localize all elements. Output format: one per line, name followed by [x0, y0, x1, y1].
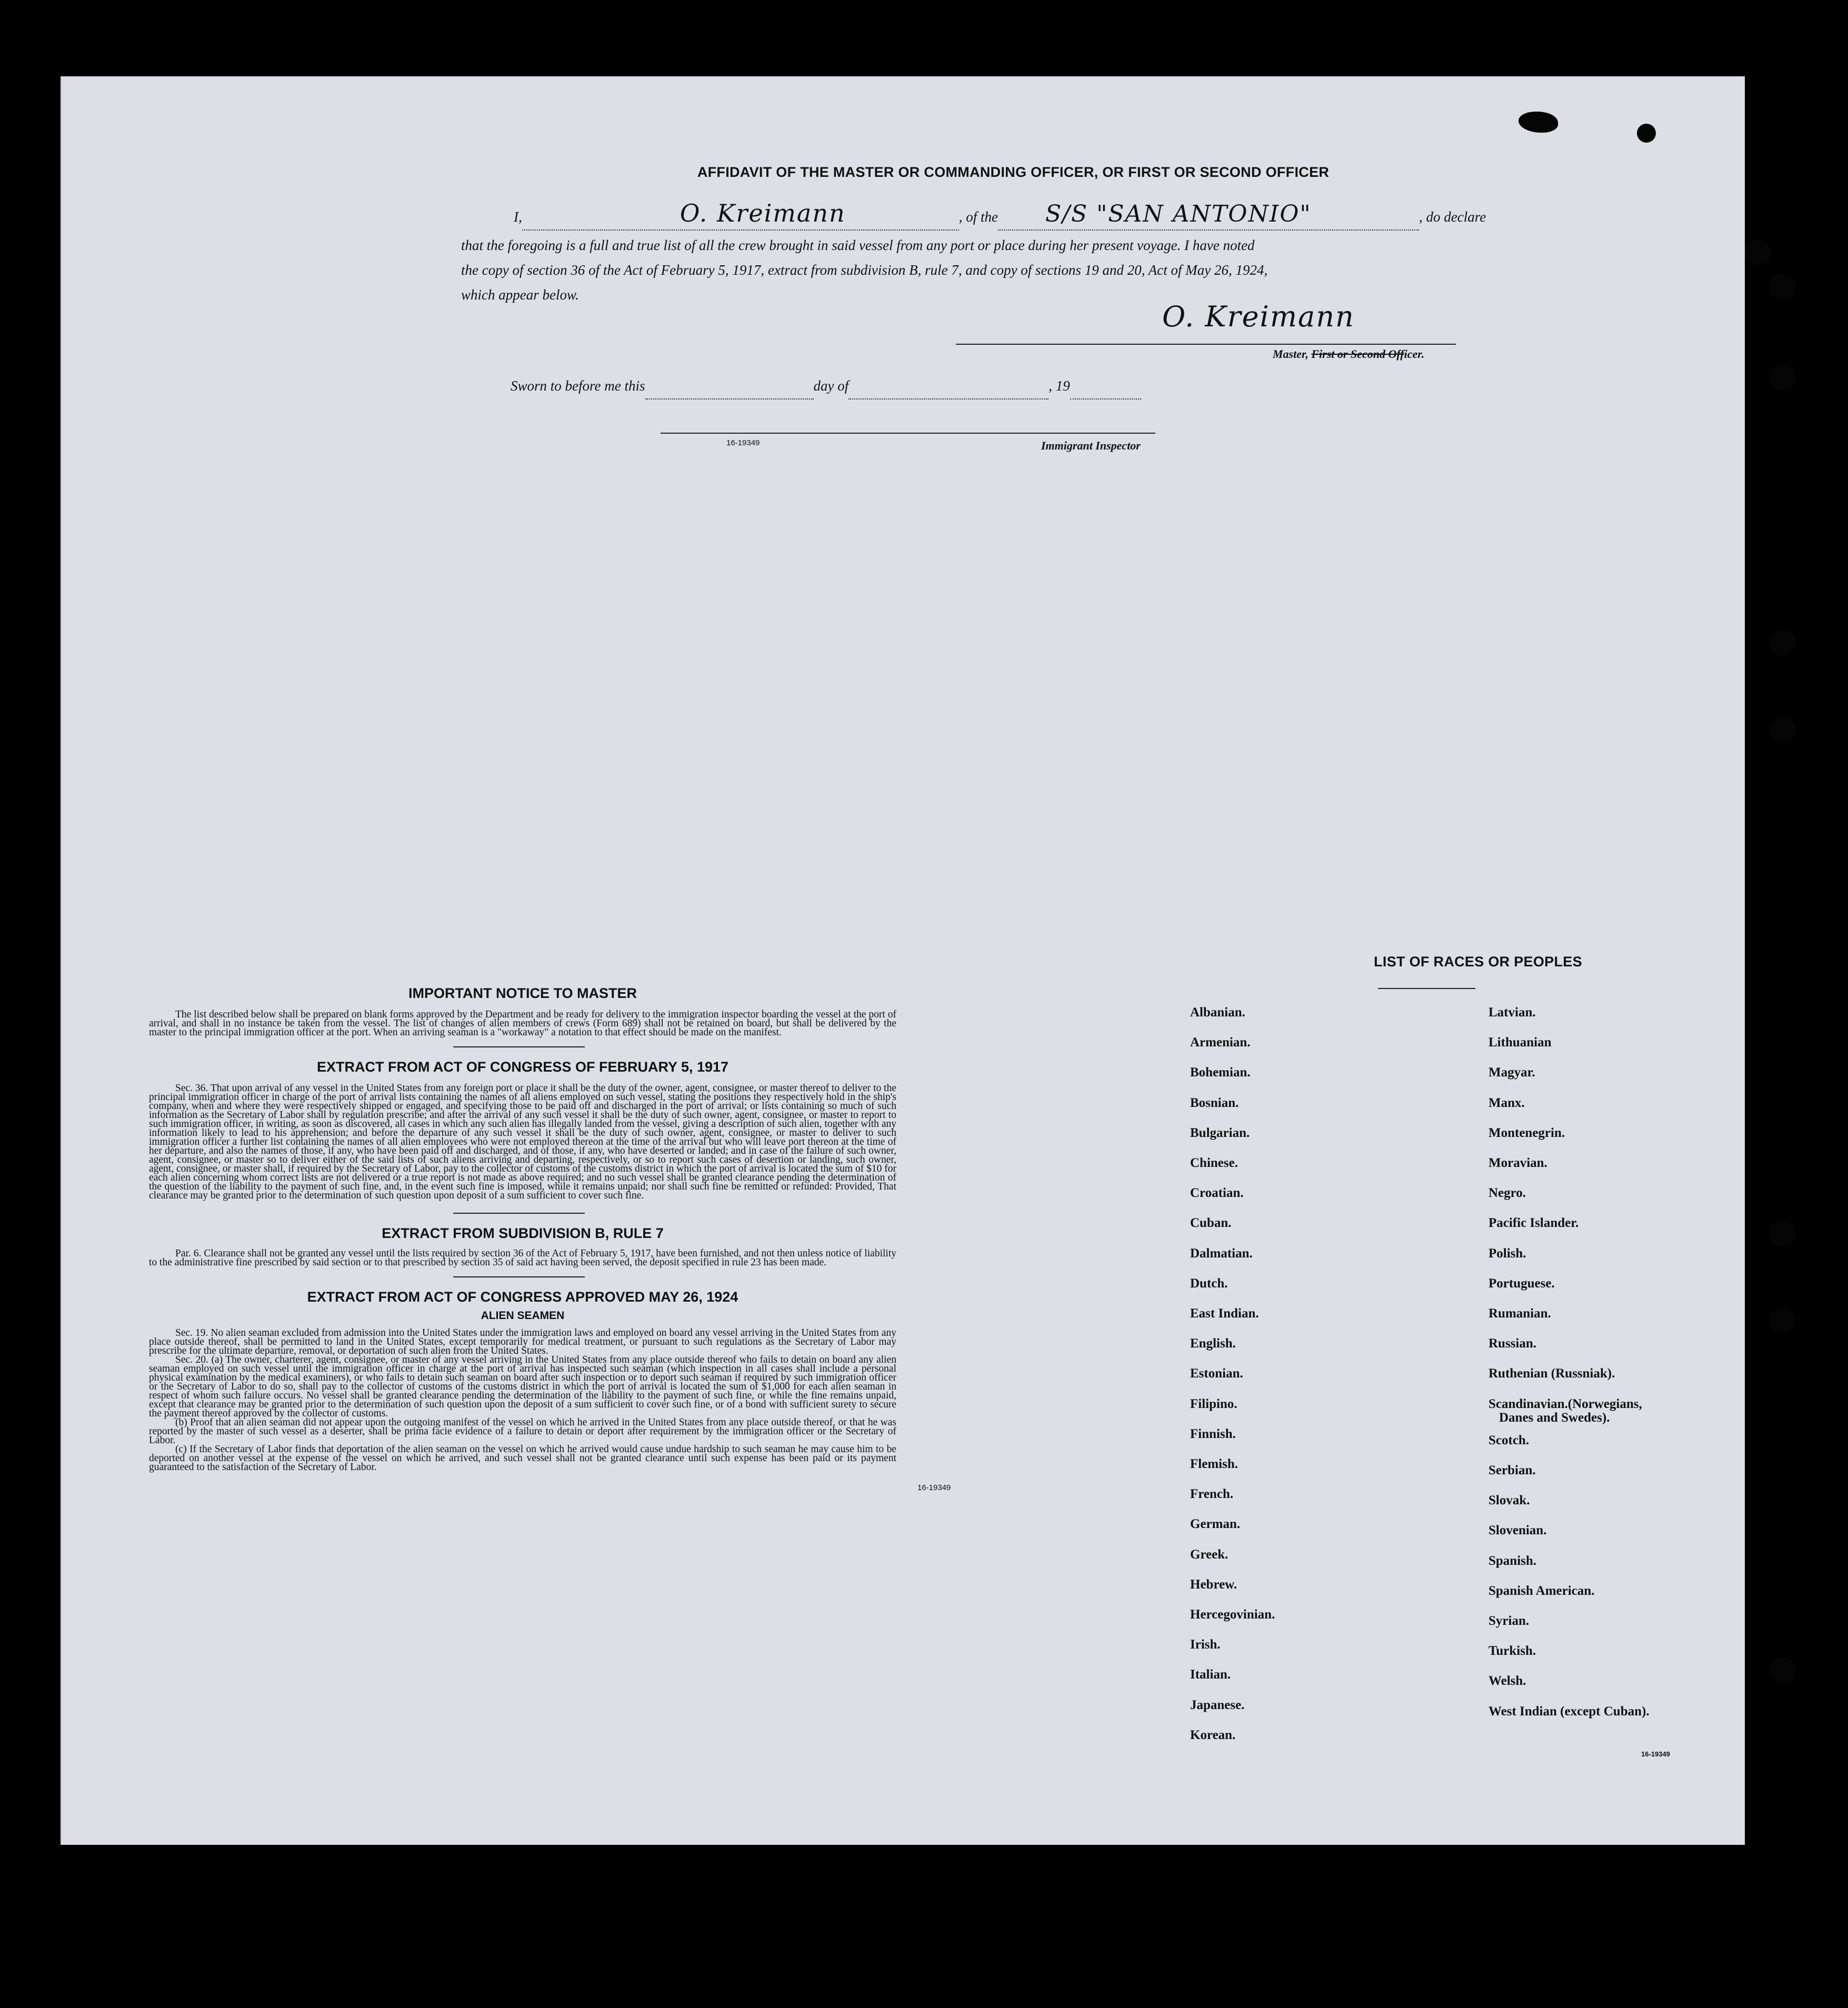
punch-hole — [1770, 364, 1796, 391]
signature-caption — [1273, 347, 1424, 361]
race-item: Croatian. — [1190, 1186, 1244, 1201]
punch-hole — [1770, 1220, 1796, 1246]
caption-struck: First or Second Off — [1311, 347, 1404, 361]
race-item: Albanian. — [1190, 1005, 1245, 1020]
race-item: Dalmatian. — [1190, 1246, 1253, 1261]
punch-hole — [1770, 1657, 1796, 1683]
race-item: Russian. — [1489, 1336, 1537, 1351]
affidavit-body — [461, 233, 1566, 307]
i-label: I, — [514, 209, 522, 225]
punch-hole — [1770, 274, 1796, 300]
race-item: Moravian. — [1489, 1156, 1547, 1170]
race-item: Turkish. — [1489, 1644, 1536, 1659]
race-item: Bulgarian. — [1190, 1125, 1250, 1140]
sworn-day-field — [645, 374, 814, 399]
extract3-paragraph-4: (c) If the Secretary of Labor finds that deportation of the alien seaman on the vessel on which he arrived would cause undue hardship to such seaman he may cause him to be deported on another vessel at the expense of the vessel on which he arrived, and such vessel shall not be granted clearance until such expense has been paid or its payment guaranteed to the satisfaction of the Secretary of Labor. — [149, 1444, 896, 1473]
extract3-paragraph-2: Sec. 20. (a) The owner, charterer, agent, consignee, or master of any vessel arriving in the United States from any place outside thereof who fails to detain on board any alien seaman employed on such vessel until the immigration officer in charge at the port of arrival has inspected such seaman (which inspection in all cases shall include a personal physical examination by the medical examiners), or who fails to detain such seaman on board after such inspection or to deport such seaman if required by such immigration officer or the Secretary of Labor to do so, shall pay to the collector of customs of the customs district in which the port of arrival is located the sum of $1,000 for each alien seaman in respect of whom such failure occurs. No vessel shall be granted clearance pending the determination of the liability to the payment of such fine, or while the fine remains unpaid, except that clearance may be granted prior to the determination of such question upon the deposit of a sum sufficient to cover such fine, or of a bond with sufficient surety to secure the payment thereof approved by the collector of customs. — [149, 1354, 896, 1419]
punch-hole — [1745, 239, 1771, 266]
race-item: Italian. — [1190, 1667, 1231, 1682]
race-item: Hebrew. — [1190, 1577, 1237, 1592]
notice-text: The list described below shall be prepared on blank forms approved by the Department and be ready for delivery to the immigration inspector boarding the vessel at the port of arrival, and shall in no instance be taken from the vessel. The list of changes of alien members of crews (Form 689) shall not be retained on board, but shall be delivered by the master to the principal immigration officer at the port. When an arriving seaman is a "workaway" a notation to that effect should be made on the manifest. — [149, 1009, 896, 1038]
race-item: Filipino. — [1190, 1396, 1237, 1411]
race-item: Spanish American. — [1489, 1583, 1595, 1598]
affidavit-title: AFFIDAVIT OF THE MASTER OR COMMANDING OFFICER, OR FIRST OR SECOND OFFICER — [697, 164, 1330, 180]
notice-divider-3 — [453, 1276, 585, 1277]
affidavit-body-line-1: that the foregoing is a full and true list of all the crew brought in said vessel from any port or place during her present voyage. I have noted — [461, 237, 1255, 253]
races-title: LIST OF RACES OR PEOPLES — [1374, 954, 1582, 970]
race-item: Estonian. — [1190, 1366, 1243, 1381]
race-item: Irish. — [1190, 1637, 1221, 1652]
signature-line — [956, 344, 1456, 345]
race-item: Japanese. — [1190, 1697, 1245, 1712]
race-item: Slovak. — [1489, 1493, 1530, 1508]
race-item: Pacific Islander. — [1489, 1216, 1579, 1231]
extract3-paragraph-3: (b) Proof that an alien seaman did not appear upon the outgoing manifest of the vessel on which he arrived in the United States from any place outside thereof, or that he was reported by the master of such vessel as a deserter, shall be prima facie evidence of a failure to detain or deport after requirement by the immigration officer or the Secretary of Labor. — [149, 1417, 896, 1446]
affidavit-form-number: 16-19349 — [726, 438, 760, 447]
extract3-subtitle: ALIEN SEAMEN — [481, 1310, 565, 1322]
race-item: Portuguese. — [1489, 1276, 1555, 1291]
punch-hole — [1770, 630, 1796, 656]
race-item: Manx. — [1489, 1095, 1525, 1110]
race-item: Magyar. — [1489, 1065, 1535, 1080]
punch-hole — [1770, 1307, 1796, 1334]
extract2-title: EXTRACT FROM SUBDIVISION B, RULE 7 — [382, 1225, 664, 1241]
race-item: Serbian. — [1489, 1463, 1536, 1477]
race-item: Greek. — [1190, 1547, 1228, 1562]
race-item: Hercegovinian. — [1190, 1607, 1275, 1622]
race-item: Finnish. — [1190, 1426, 1236, 1441]
race-item: Armenian. — [1190, 1035, 1251, 1050]
caption-master: Master, — [1273, 347, 1312, 361]
race-item: Cuban. — [1190, 1216, 1232, 1231]
race-item: Syrian. — [1489, 1614, 1530, 1628]
day-of-label: day of — [813, 378, 849, 394]
sworn-year-field — [1070, 374, 1141, 399]
sworn-line — [511, 374, 1141, 399]
extract3-title: EXTRACT FROM ACT OF CONGRESS APPROVED MAY 26, 1924 — [307, 1289, 738, 1305]
notice-divider-2 — [453, 1213, 585, 1214]
race-item: Rumanian. — [1489, 1306, 1551, 1321]
affidavit-line-1 — [514, 201, 1514, 231]
race-item: English. — [1190, 1336, 1236, 1351]
master-name-field — [522, 201, 959, 231]
race-item: Spanish. — [1489, 1553, 1537, 1568]
race-item: Latvian. — [1489, 1005, 1536, 1020]
form-page — [61, 76, 1745, 1845]
master-name-handwriting: O. Kreimann — [680, 199, 846, 227]
vessel-name-handwriting: S/S "SAN ANTONIO" — [1045, 201, 1312, 227]
race-item: Slovenian. — [1489, 1523, 1547, 1538]
race-item: Bohemian. — [1190, 1065, 1251, 1080]
inspector-caption: Immigrant Inspector — [1041, 439, 1141, 452]
race-item: Bosnian. — [1190, 1095, 1239, 1110]
sworn-month-field — [848, 374, 1048, 399]
sworn-label: Sworn to before me this — [511, 378, 645, 394]
race-item-continuation: Danes and Swedes). — [1499, 1410, 1610, 1425]
caption-officer: icer. — [1404, 347, 1425, 361]
extract1-title: EXTRACT FROM ACT OF CONGRESS OF FEBRUARY 5, 1917 — [316, 1059, 729, 1075]
inspector-signature-line — [661, 433, 1155, 434]
punch-hole — [1770, 717, 1796, 743]
race-item: Ruthenian (Russniak). — [1489, 1366, 1615, 1381]
race-item: Korean. — [1190, 1727, 1236, 1742]
race-item: Scotch. — [1489, 1433, 1530, 1447]
affidavit-body-line-3: which appear below. — [461, 287, 579, 303]
race-item: French. — [1190, 1487, 1234, 1502]
race-item: Flemish. — [1190, 1457, 1238, 1471]
extract3-paragraph-1: Sec. 19. No alien seaman excluded from admission into the United States under the immigration laws and employed on board any vessel arriving in the United States from any place outside thereof, shall be permitted to land in the United States, except temporarily for medical treatment, or pursuant to such regulations as the Secretary of Labor may prescribe for the ultimate departure, removal, or deportation of such alien from the United States. — [149, 1327, 896, 1356]
notice-title: IMPORTANT NOTICE TO MASTER — [408, 985, 637, 1001]
race-item: Lithuanian — [1489, 1035, 1552, 1050]
race-item: West Indian (except Cuban). — [1489, 1704, 1650, 1719]
vessel-name-field — [998, 202, 1419, 231]
of-the-label: , of the — [958, 209, 998, 225]
year-prefix: , 19 — [1048, 378, 1070, 394]
punch-hole — [1637, 124, 1656, 143]
race-item: Chinese. — [1190, 1156, 1238, 1170]
race-item: East Indian. — [1190, 1306, 1259, 1321]
races-title-rule — [1378, 988, 1475, 989]
race-item: Negro. — [1489, 1186, 1526, 1201]
race-item: Welsh. — [1489, 1674, 1526, 1689]
extract2-text: Par. 6. Clearance shall not be granted any vessel until the lists required by section 36 of the Act of February 5, 1917, have been furnished, and not then unless notice of liability to the administrative fine prescribed by said section or to that prescribed by section 35 of said act having been served, the deposit specified in rule 23 has been made. — [149, 1248, 896, 1268]
extract1-text: Sec. 36. That upon arrival of any vessel in the United States from any foreign port or place it shall be the duty of the owner, agent, consignee, or master thereof to deliver to the principal immigration officer in charge of the port of arrival lists containing the names of all aliens employed on such vessel, stating the positions they respectively hold in the ship's company, when and where they were respectively shipped or engaged, and specifying those to be paid off and discharged in the port of arrival; or lists containing so much of such information as the Secretary of Labor shall by regulation prescribe; and after the arrival of any such vessel it shall be the duty of such owner, agent, consignee, or master to report to such immigration officer, in writing, as soon as discovered, all cases in which any such alien has illegally landed from the vessel, giving a description of such alien, together with any information likely to lead to his apprehension; and before the departure of any such vessel it shall be the duty of such owner, agent, consignee, or master to deliver to such immigration officer a further list containing the names of all alien employees who were not employed thereon at the time of the arrival but who will leave port thereon at the time of her departure, and also the names of those, if any, who have been paid off and discharged, and of those, if any, who have deserted or landed; and in case of the failure of such owner, agent, consignee, or master so to deliver either of the said lists of such aliens arriving and departing, respectively, or so to report such cases of desertion or landing, such owner, agent, consignee, or master shall, if required by the Secretary of Labor, pay to the collector of customs of the customs district in which the port of arrival is located the sum of $10 for each alien concerning whom correct lists are not delivered or a true report is not made as above required; and no such vessel shall be granted clearance pending the determination of the question of the liability to the payment of such fine, and, in the event such fine is imposed, while it remains unpaid; nor shall such fine be remitted or refunded: Provided, That clearance may be granted prior to the determination of such question upon deposit of a sum sufficient to cover such fine. — [149, 1083, 896, 1201]
notice-column — [149, 985, 951, 1492]
notice-form-number: 16-19349 — [917, 1483, 951, 1492]
race-item: Scandinavian.(Norwegians, — [1489, 1396, 1642, 1411]
notice-divider-1 — [453, 1046, 585, 1047]
races-form-number: 16-19349 — [1641, 1750, 1670, 1758]
race-item: German. — [1190, 1517, 1241, 1532]
race-item: Polish. — [1489, 1246, 1526, 1261]
race-item: Montenegrin. — [1489, 1125, 1565, 1140]
master-signature: O. Kreimann — [1162, 300, 1355, 333]
affidavit-body-line-2: the copy of section 36 of the Act of February 5, 1917, extract from subdivision B, rule 7, and copy of sections 19 and 20, Act of May 26, 1924, — [461, 262, 1268, 278]
race-item: Dutch. — [1190, 1276, 1228, 1291]
do-declare-label: , do declare — [1419, 209, 1486, 225]
